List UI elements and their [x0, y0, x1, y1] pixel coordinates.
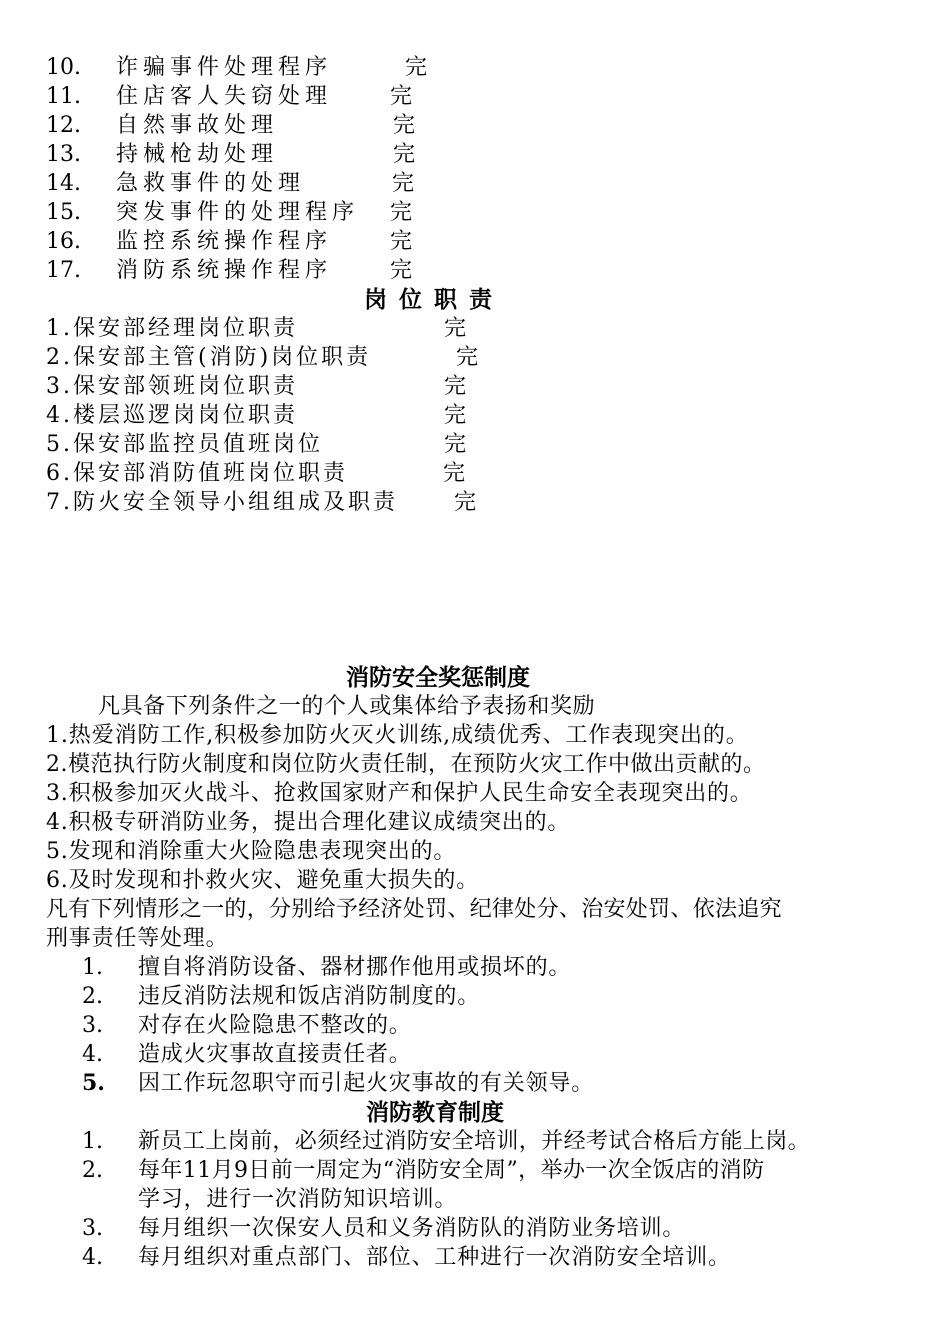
list-item: 消防系统操作程序 [116, 258, 333, 283]
list-number: 12. [46, 113, 81, 138]
section-intro: 凡具备下列条件之一的个人或集体给予表扬和奖励 [98, 694, 596, 719]
section-title: 消防教育制度 [366, 1099, 504, 1126]
list-item: 每月组织一次保安人员和义务消防队的消防业务培训。 [138, 1216, 686, 1241]
list-item: 4.楼层巡逻岗岗位职责 [46, 403, 298, 428]
list-item: 监控系统操作程序 [116, 229, 333, 254]
status-mark: 完 [456, 345, 479, 370]
list-item: 对存在火险隐患不整改的。 [138, 1013, 412, 1038]
status-mark: 完 [393, 142, 416, 167]
list-item: 5.保安部监控员值班岗位 [46, 432, 323, 457]
list-number: 17. [46, 258, 81, 283]
list-item: 急救事件的处理 [116, 171, 306, 196]
list-item: 2.保安部主管(消防)岗位职责 [46, 345, 372, 370]
status-mark: 完 [454, 490, 477, 515]
list-number: 14. [46, 171, 81, 196]
list-number: 3. [82, 1013, 103, 1038]
list-item: 3.积极参加灭火战斗、抢救国家财产和保护人民生命安全表现突出的。 [46, 781, 753, 806]
list-number: 11. [46, 84, 81, 109]
list-item: 诈骗事件处理程序 [116, 55, 333, 80]
status-mark: 完 [444, 316, 467, 341]
list-item: 每月组织对重点部门、部位、工种进行一次消防安全培训。 [138, 1245, 731, 1270]
status-mark: 完 [390, 229, 413, 254]
status-mark: 完 [390, 84, 413, 109]
list-number: 13. [46, 142, 81, 167]
status-mark: 完 [405, 55, 428, 80]
list-item: 2.模范执行防火制度和岗位防火责任制，在预防火灾工作中做出贡献的。 [46, 752, 766, 777]
list-item: 突发事件的处理程序 [116, 200, 360, 225]
list-number: 2. [82, 984, 103, 1009]
status-mark: 完 [444, 374, 467, 399]
list-number: 1. [82, 1129, 103, 1154]
section-title: 消防安全奖惩制度 [346, 664, 530, 691]
list-number: 5. [82, 1070, 105, 1096]
list-item: 5.发现和消除重大火险隐患表现突出的。 [46, 839, 457, 864]
list-number: 2. [82, 1158, 103, 1183]
list-item: 住店客人失窃处理 [116, 84, 333, 109]
list-item-continued: 学习，进行一次消防知识培训。 [138, 1187, 458, 1212]
list-number: 16. [46, 229, 81, 254]
list-item: 违反消防法规和饭店消防制度的。 [138, 984, 481, 1009]
list-item: 每年11月9日前一周定为“消防安全周”，举办一次全饭店的消防 [138, 1158, 765, 1183]
list-item: 自然事故处理 [116, 113, 279, 138]
list-item: 擅自将消防设备、器材挪作他用或损坏的。 [138, 955, 572, 980]
status-mark: 完 [444, 432, 467, 457]
status-mark: 完 [390, 258, 413, 283]
status-mark: 完 [392, 171, 415, 196]
status-mark: 完 [390, 200, 413, 225]
list-item: 1.热爱消防工作,积极参加防火灭火训练,成绩优秀、工作表现突出的。 [46, 723, 749, 748]
list-number: 15. [46, 200, 81, 225]
list-item: 造成火灾事故直接责任者。 [138, 1042, 412, 1067]
list-number: 1. [82, 955, 103, 980]
list-item: 持械枪劫处理 [116, 142, 279, 167]
section-title: 岗 位 职 责 [364, 286, 495, 313]
status-mark: 完 [444, 403, 467, 428]
list-item: 因工作玩忽职守而引起火灾事故的有关领导。 [138, 1071, 595, 1096]
status-mark: 完 [393, 113, 416, 138]
list-item: 3.保安部领班岗位职责 [46, 374, 298, 399]
penalty-intro-continued: 刑事责任等处理。 [46, 926, 229, 951]
list-item: 1.保安部经理岗位职责 [46, 316, 298, 341]
list-item: 新员工上岗前，必须经过消防安全培训，并经考试合格后方能上岗。 [138, 1129, 811, 1154]
list-number: 4. [82, 1042, 103, 1067]
list-number: 3. [82, 1216, 103, 1241]
list-number: 4. [82, 1245, 103, 1270]
penalty-intro: 凡有下列情形之一的，分别给予经济处罚、纪律处分、治安处罚、依法追究 [46, 897, 782, 922]
list-item: 4.积极专研消防业务，提出合理化建议成绩突出的。 [46, 810, 571, 835]
list-item: 6.及时发现和扑救火灾、避免重大损失的。 [46, 868, 479, 893]
list-item: 6.保安部消防值班岗位职责 [46, 461, 348, 486]
status-mark: 完 [443, 461, 466, 486]
list-item: 7.防火安全领导小组组成及职责 [46, 490, 398, 515]
list-number: 10. [46, 55, 81, 80]
